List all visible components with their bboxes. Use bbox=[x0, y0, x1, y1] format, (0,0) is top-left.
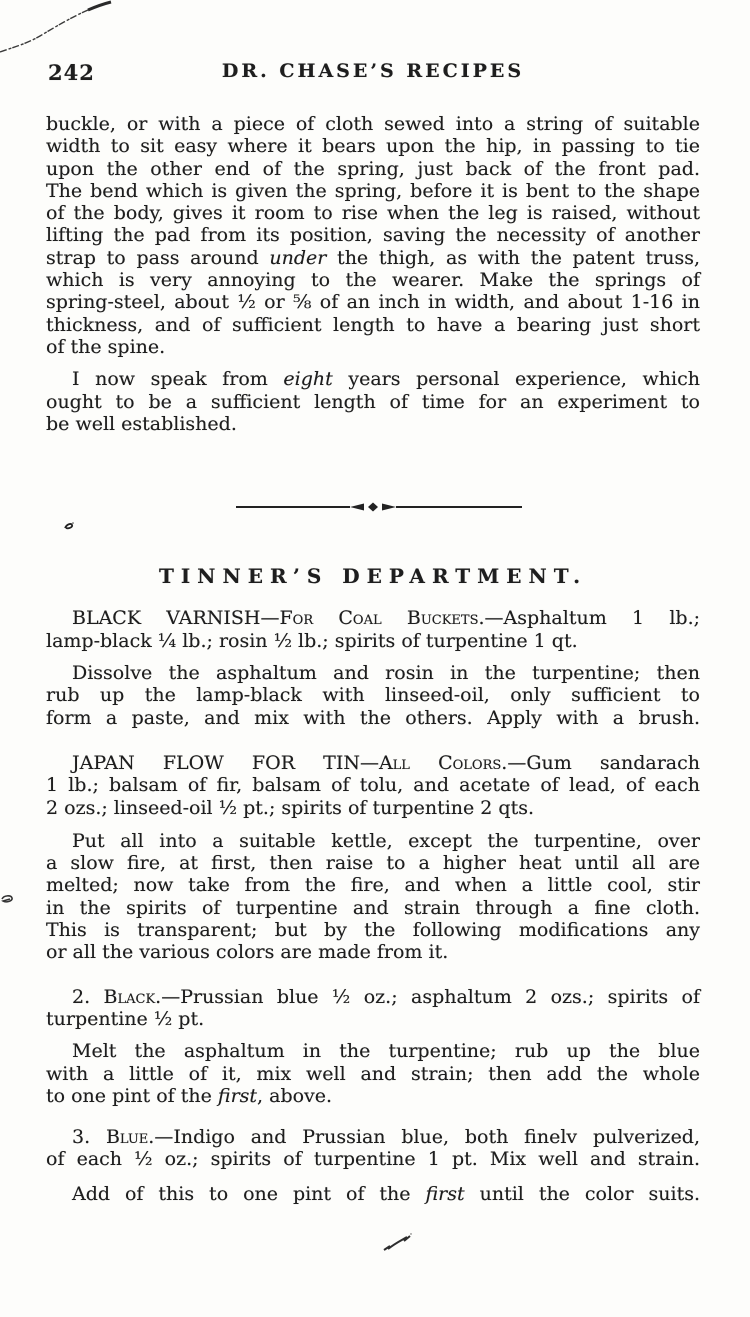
paragraph bbox=[46, 662, 700, 729]
text-line: Melt the asphaltum in the turpentine; rub up the blue bbox=[72, 1040, 700, 1063]
paragraph bbox=[46, 1183, 700, 1205]
text-line: width to sit easy where it bears upon the hip, in passing to tie bbox=[46, 135, 700, 158]
text-line: lifting the pad from its position, saving the necessity of another bbox=[46, 224, 700, 247]
text-line: form a paste, and mix with the others. Apply with a brush. bbox=[46, 706, 700, 729]
text-line: I now speak from eight years personal experience, which bbox=[72, 368, 700, 391]
text-line: Add of this to one pint of the first until the color suits. bbox=[72, 1182, 700, 1205]
text-line: of the spine. bbox=[46, 335, 166, 358]
text-line: spring-steel, about ½ or ⅝ of an inch in width, and about 1-16 in bbox=[46, 291, 700, 314]
paragraph bbox=[46, 368, 700, 435]
ink-speck-left-margin-icon bbox=[0, 892, 16, 906]
text-line: which is very annoying to the wearer. Make the springs of bbox=[46, 269, 700, 292]
paragraph bbox=[46, 1040, 700, 1107]
paragraph bbox=[46, 113, 700, 358]
text-line: strap to pass around under the thigh, as with the patent truss, bbox=[46, 246, 700, 269]
text-line: 2 ozs.; linseed-oil ½ pt.; spirits of turpentine 2 qts. bbox=[46, 796, 535, 819]
running-title: DR. CHASE’S RECIPES bbox=[221, 60, 525, 82]
text-line: Dissolve the asphaltum and rosin in the turpentine; then bbox=[72, 662, 700, 685]
text-line: 1 lb.; balsam of fir, balsam of tolu, and acetate of lead, of each bbox=[46, 774, 700, 797]
text-line: be well established. bbox=[46, 412, 237, 435]
text-line: of the body, gives it room to rise when the leg is raised, without bbox=[46, 202, 700, 225]
text-line: or all the various colors are made from it. bbox=[46, 941, 449, 964]
text-line: Put all into a suitable kettle, except the turpentine, over bbox=[72, 829, 700, 852]
section-divider bbox=[58, 495, 700, 517]
page-number: 242 bbox=[48, 60, 95, 85]
text-line: melted; now take from the fire, and when a little cool, stir bbox=[46, 874, 700, 897]
page-body bbox=[46, 113, 700, 1205]
text-line: 3. Blue.—Indigo and Prussian blue, both finelv pulverized, bbox=[72, 1126, 701, 1149]
text-line: with a little of it, mix well and strain; then add the whole bbox=[46, 1062, 700, 1085]
text-line: ought to be a sufficient length of time for an experiment to bbox=[46, 390, 700, 413]
text-line: to one pint of the first, above. bbox=[46, 1084, 333, 1107]
text-line: JAPAN FLOW FOR TIN—All Colors.—Gum sandarach bbox=[72, 751, 700, 774]
paragraph bbox=[46, 1126, 700, 1171]
ink-squiggle-top-left-icon bbox=[0, 0, 120, 60]
text-line: This is transparent; but by the following modifications any bbox=[46, 919, 700, 942]
paragraph bbox=[46, 986, 700, 1031]
ink-squiggle-bottom-icon bbox=[380, 1232, 414, 1254]
text-line: of each ½ oz.; spirits of turpentine 1 pt. Mix well and strain. bbox=[46, 1148, 700, 1171]
text-line: in the spirits of turpentine and strain through a fine cloth. bbox=[46, 896, 700, 919]
text-line: a slow fire, at first, then raise to a higher heat until all are bbox=[46, 852, 700, 875]
page-header bbox=[46, 60, 700, 86]
paragraph bbox=[46, 607, 700, 652]
text-line: buckle, or with a piece of cloth sewed into a string of suitable bbox=[46, 113, 700, 135]
ornamental-rule-icon bbox=[234, 501, 524, 513]
paragraph bbox=[46, 830, 700, 964]
paragraph bbox=[46, 752, 700, 819]
text-line: rub up the lamp-black with linseed-oil, only sufficient to bbox=[46, 684, 700, 707]
text-line: 2. Black.—Prussian blue ½ oz.; asphaltum 2 ozs.; spirits of bbox=[72, 985, 701, 1008]
text-line: lamp-black ¼ lb.; rosin ½ lb.; spirits of turpentine 1 qt. bbox=[46, 629, 578, 652]
text-line: upon the other end of the spring, just back of the front pad. bbox=[46, 157, 700, 180]
text-line: turpentine ½ pt. bbox=[46, 1007, 205, 1030]
section-heading: TINNER’S DEPARTMENT. bbox=[158, 564, 588, 589]
text-line: thickness, and of sufficient length to have a bearing just short bbox=[46, 313, 700, 336]
text-line: The bend which is given the spring, before it is bent to the shape bbox=[46, 179, 700, 202]
text-line: BLACK VARNISH—For Coal Buckets.—Asphaltum 1 lb.; bbox=[72, 607, 701, 630]
